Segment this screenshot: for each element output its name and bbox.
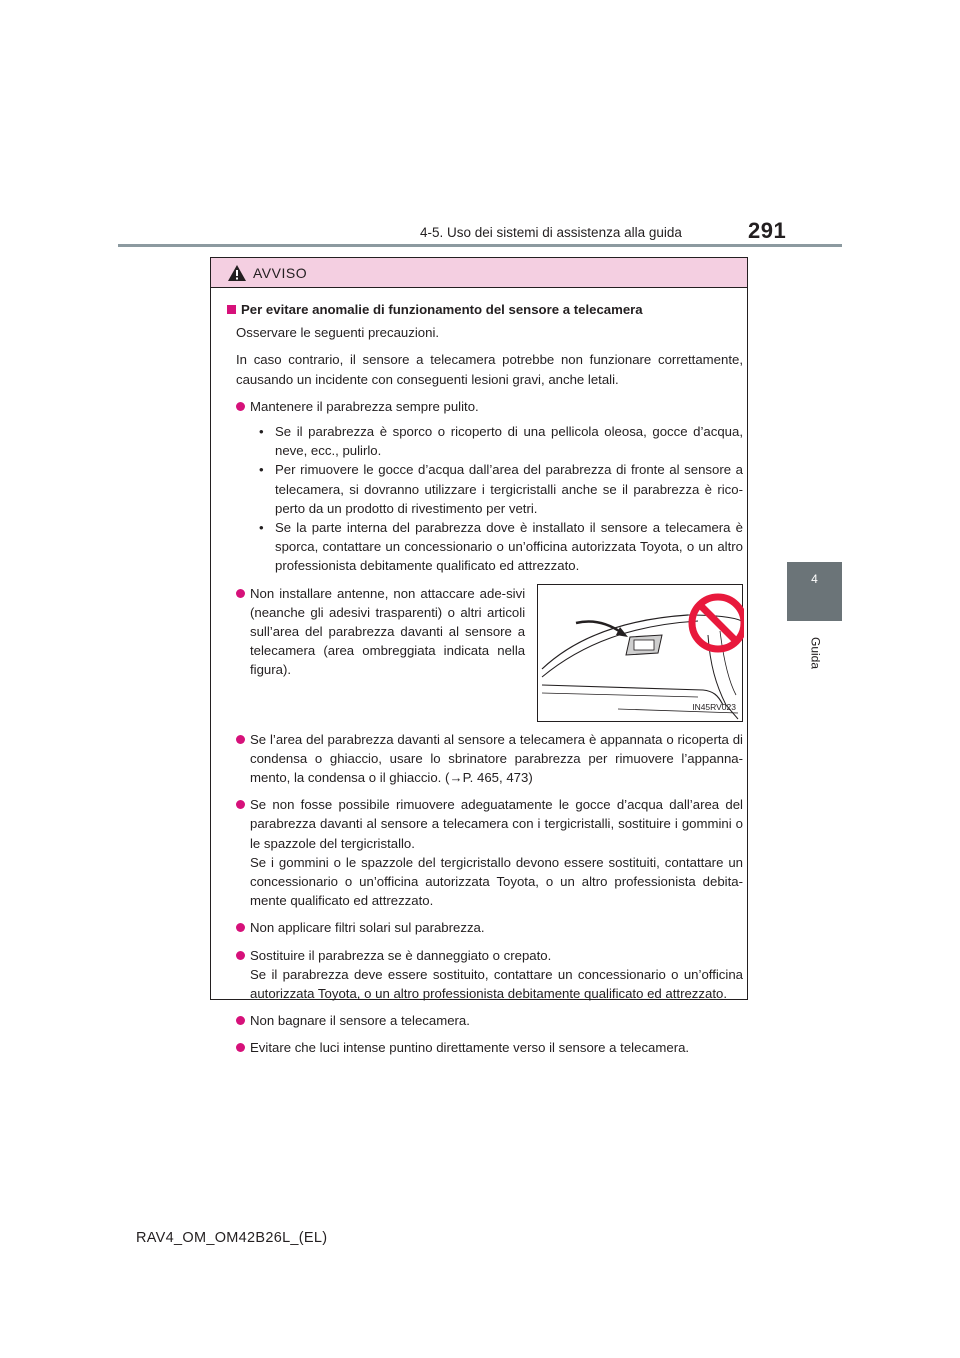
chapter-number: 4 [811,572,818,586]
bullet-text-continued: Se il parabrezza deve essere sostituito, contattare un concessionario o un’officina autorizzata Toyota, o un altro professionista debitamente qualificato ed attrezzato. [250,966,743,1002]
bullet-text: Se l’area del parabrezza davanti al sensore a telecamera è appannata o ricoperta di condensa o ghiaccio, usare lo sbrinatore parabrezza per rimuovere l’appanna-mento, la condensa o il ghiaccio. (→P. 465, 473) [250,731,743,786]
bullet-text: Non bagnare il sensore a telecamera. [250,1013,470,1029]
sub-item-text: Se la parte interna del parabrezza dove è installato il sensore a telecamera è sporca, contattare un concessionario o un’officina autorizzata Toyota, o un altro professionista debitamente qualificato ed attrezzato. [275,520,743,574]
figure-code: IN45RV023 [692,702,736,713]
windshield-figure [537,584,743,722]
round-bullet-icon [236,1016,245,1025]
chapter-tab [787,562,842,621]
bullet-text: Mantenere il parabrezza sempre pulito. [250,398,479,414]
dot-mark: • [259,424,264,440]
list-item [225,795,743,910]
section-title: 4-5. Uso dei sistemi di assistenza alla guida [420,225,682,240]
warning-triangle-icon [227,264,247,282]
bullet-text-continued: Se i gommini o le spazzole del tergicristallo devono essere sostituiti, contattare un concessionario o un’officina autorizzata Toyota, o un altro professionista debita-mente qualificato ed attrezzato. [250,854,743,909]
round-bullet-icon [236,1043,245,1052]
sub-list-item [225,422,743,460]
bullet-text: Non applicare filtri solari sul parabrezza. [250,920,485,936]
bullet-text: Sostituire il parabrezza se è danneggiato o crepato. [250,947,552,963]
dot-mark: • [259,462,264,478]
warning-content [225,300,743,1066]
list-item [225,918,743,937]
list-item [225,730,743,788]
list-item [225,1011,743,1030]
bullet-text: Se non fosse possibile rimuovere adeguatamente le gocce d’acqua dall’area del parabrezza davanti al sensore a telecamera con i tergicristalli, sostituire i gommini o le spazzole del tergicristallo. [250,797,743,851]
round-bullet-icon [236,951,245,960]
sub-list-item [225,518,743,576]
document-code: RAV4_OM_OM42B26L_(EL) [136,1230,328,1246]
intro-paragraph-2: In caso contrario, il sensore a telecamera potrebbe non funzionare correttamente, causando un incidente con conseguenti lesioni gravi, anche letali. [236,352,743,387]
sub-item-text: Per rimuovere le gocce d’acqua dall’area del parabrezza di fronte al sensore a telecamera, si dovranno utilizzare i tergicristalli anche se il parabrezza è rico-perto da un prodotto di rivestimento per vetri. [275,462,743,516]
round-bullet-icon [236,800,245,809]
intro-paragraph-1: Osservare le seguenti precauzioni. [236,325,440,341]
bullet-text: Non installare antenne, non attaccare ade-sivi (neanche gli adesivi trasparenti) o altri articoli sull’area del parabrezza davanti al sensore a telecamera (area ombreggiata indicata nella figura). [250,585,526,678]
list-item [225,1038,743,1057]
square-bullet-icon [227,305,236,314]
round-bullet-icon [236,589,245,598]
round-bullet-icon [236,402,245,411]
chapter-label: Guida [808,636,823,670]
header-rule [118,244,842,247]
list-item [225,397,743,416]
warning-subheading [225,300,743,319]
sub-item-text: Se il parabrezza è sporco o ricoperto di una pellicola oleosa, gocce d’acqua, neve, ecc., pulirlo. [275,424,743,459]
page-number: 291 [748,218,787,243]
list-item [225,584,525,680]
subheading-text: Per evitare anomalie di funzionamento del sensore a telecamera [241,302,643,317]
list-item [225,946,743,1004]
dot-mark: • [259,520,264,536]
sub-list [225,422,743,576]
bullet-text: Evitare che luci intense puntino direttamente verso il sensore a telecamera. [250,1040,690,1056]
round-bullet-icon [236,923,245,932]
page-header [0,0,960,250]
sub-list-item [225,460,743,518]
bullet-with-figure [225,584,743,722]
warning-box [210,257,748,1056]
round-bullet-icon [236,735,245,744]
warning-header [211,258,747,288]
warning-label: AVVISO [253,264,308,281]
